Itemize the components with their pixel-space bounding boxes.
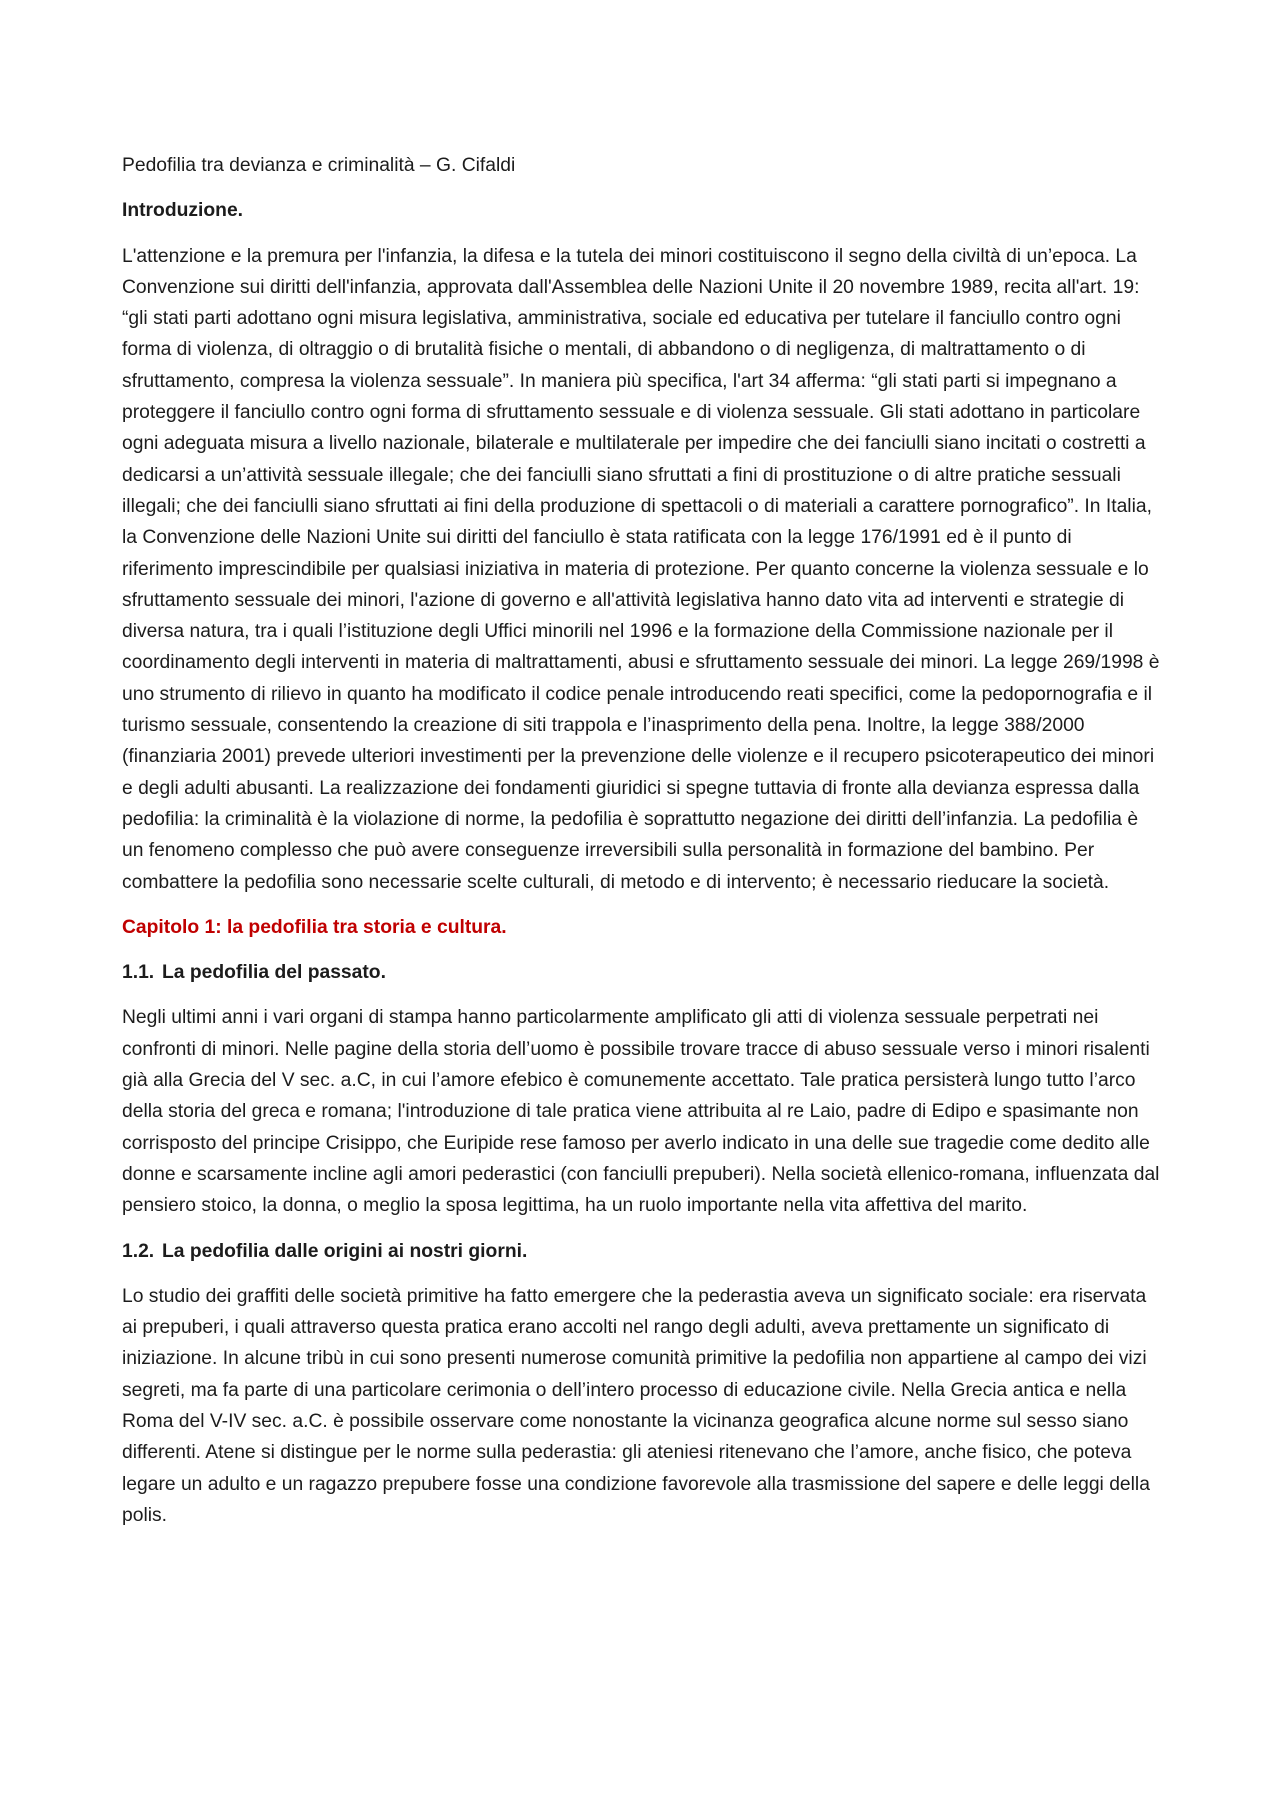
- section-heading-1-2: [122, 1236, 1162, 1267]
- document-page: [122, 150, 1162, 1545]
- intro-paragraph: L'attenzione e la premura per l'infanzia, la difesa e la tutela dei minori costituiscono il segno della civiltà di un’epoca. La Convenzione sui diritti dell'infanzia, approvata dall'Assemblea delle Nazioni Unite il 20 novembre 1989, recita all'art. 19: “gli stati parti adottano ogni misura legislativa, amministrativa, sociale ed educativa per tutelare il fanciullo contro ogni forma di violenza, di oltraggio o di brutalità fisiche o mentali, di abbandono o di negligenza, di maltrattamento o di sfruttamento, compresa la violenza sessuale”. In maniera più specifica, l'art 34 afferma: “gli stati parti si impegnano a proteggere il fanciullo contro ogni forma di sfruttamento sessuale e di violenza sessuale. Gli stati adottano in particolare ogni adeguata misura a livello nazionale, bilaterale e multilaterale per impedire che dei fanciulli siano incitati o costretti a dedicarsi a un’attività sessuale illegale; che dei fanciulli siano sfruttati a fini di prostituzione o di altre pratiche sessuali illegali; che dei fanciulli siano sfruttati ai fini della produzione di spettacoli o di materiali a carattere pornografico”. In Italia, la Convenzione delle Nazioni Unite sui diritti del fanciullo è stata ratificata con la legge 176/1991 ed è il punto di riferimento imprescindibile per qualsiasi iniziativa in materia di protezione. Per quanto concerne la violenza sessuale e lo sfruttamento sessuale dei minori, l'azione di governo e all'attività legislativa hanno dato vita ad interventi e strategie di diversa natura, tra i quali l’istituzione degli Uffici minorili nel 1996 e la formazione della Commissione nazionale per il coordinamento degli interventi in materia di maltrattamenti, abusi e sfruttamento sessuale dei minori. La legge 269/1998 è uno strumento di rilievo in quanto ha modificato il codice penale introducendo reati specifici, come la pedopornografia e il turismo sessuale, consentendo la creazione di siti trappola e l’inasprimento della pena. Inoltre, la legge 388/2000 (finanziaria 2001) prevede ulteriori investimenti per la prevenzione delle violenze e il recupero psicoterapeutico dei minori e degli adulti abusanti. La realizzazione dei fondamenti giuridici si spegne tuttavia di fronte alla devianza espressa dalla pedofilia: la criminalità è la violazione di norme, la pedofilia è soprattutto negazione dei diritti dell’infanzia. La pedofilia è un fenomeno complesso che può avere conseguenze irreversibili sulla personalità in formazione del bambino. Per combattere la pedofilia sono necessarie scelte culturali, di metodo e di intervento; è necessario rieducare la società.: [122, 245, 1160, 893]
- chapter-heading: Capitolo 1: la pedofilia tra storia e cultura.: [122, 916, 507, 938]
- section-paragraph-1-1: Negli ultimi anni i vari organi di stampa hanno particolarmente amplificato gli atti di violenza sessuale perpetrati nei confronti di minori. Nelle pagine della storia dell’uomo è possibile trovare tracce di abuso sessuale verso i minori risalenti già alla Grecia del V sec. a.C, in cui l’amore efebico è comunemente accettato. Tale pratica persisterà lungo tutto l’arco della storia del greca e romana; l'introduzione di tale pratica viene attribuita al re Laio, padre di Edipo e spasimante non corrisposto del principe Crisippo, che Euripide rese famoso per averlo indicato in una delle sue tragedie come dedito alle donne e scarsamente incline agli amori pederastici (con fanciulli prepuberi). Nella società ellenico-romana, influenzata dal pensiero stoico, la donna, o meglio la sposa legittima, ha un ruolo importante nella vita affettiva del marito.: [122, 1007, 1160, 1217]
- section-title: La pedofilia del passato.: [162, 962, 386, 984]
- intro-heading: Introduzione.: [122, 200, 244, 222]
- document-title: Pedofilia tra devianza e criminalità – G. Cifaldi: [122, 155, 516, 176]
- section-paragraph-1-2: Lo studio dei graffiti delle società primitive ha fatto emergere che la pederastia aveva un significato sociale: era riservata ai prepuberi, i quali attraverso questa pratica erano accolti nel rango degli adulti, aveva prettamente un significato di iniziazione. In alcune tribù in cui sono presenti numerose comunità primitive la pedofilia non appartiene al campo dei vizi segreti, ma fa parte di una particolare cerimonia o dell’intero processo di educazione civile. Nella Grecia antica e nella Roma del V-IV sec. a.C. è possibile osservare come nonostante la vicinanza geografica alcune norme sul sesso siano differenti. Atene si distingue per le norme sulla pederastia: gli ateniesi ritenevano che l’amore, anche fisico, che poteva legare un adulto e un ragazzo prepubere fosse una condizione favorevole alla trasmissione del sapere e delle leggi della polis.: [122, 1285, 1150, 1526]
- section-heading-1-1: [122, 957, 1162, 988]
- section-number: 1.1.: [122, 962, 155, 984]
- section-number: 1.2.: [122, 1240, 155, 1262]
- section-title: La pedofilia dalle origini ai nostri giorni.: [162, 1240, 528, 1262]
